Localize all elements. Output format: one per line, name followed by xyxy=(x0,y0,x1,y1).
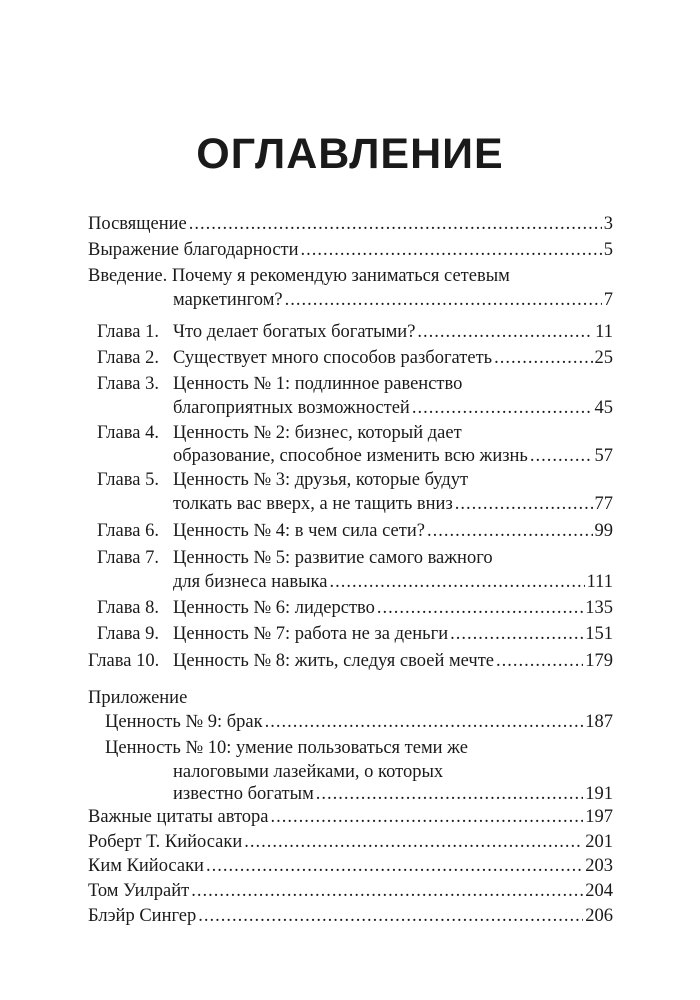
dot-leader xyxy=(265,709,584,735)
chapter-label: Глава 7. xyxy=(97,548,159,568)
dot-leader xyxy=(191,878,583,904)
toc-entry-chapter-2[interactable] xyxy=(173,345,613,371)
dot-leader xyxy=(417,319,593,345)
toc-page-number: 201 xyxy=(585,832,613,852)
toc-page-number: 45 xyxy=(594,398,613,418)
chapter-label: Глава 8. xyxy=(97,598,159,618)
toc-page-number: 111 xyxy=(586,572,613,592)
dot-leader xyxy=(301,237,602,263)
chapter-label: Глава 6. xyxy=(97,521,159,541)
dot-leader xyxy=(412,395,593,421)
toc-entry-chapter-8[interactable] xyxy=(173,595,613,621)
dot-leader xyxy=(455,491,593,517)
toc-entry-quotes[interactable] xyxy=(88,804,613,830)
chapter-label: Глава 2. xyxy=(97,348,159,368)
toc-entry-title: известно богатым xyxy=(173,784,314,804)
toc-entry-chapter-6[interactable] xyxy=(173,518,613,544)
toc-entry-title: Посвящение xyxy=(88,214,187,234)
dot-leader xyxy=(496,648,583,674)
toc-page-number: 197 xyxy=(585,807,613,827)
toc-page-number: 57 xyxy=(594,446,613,466)
dot-leader xyxy=(271,804,584,830)
toc-entry-title: Что делает богатых богатыми? xyxy=(173,322,416,342)
chapter-label: Глава 10. xyxy=(88,651,160,671)
toc-entry-blair[interactable] xyxy=(88,903,613,929)
toc-entry-title: Блэйр Сингер xyxy=(88,906,197,926)
toc-entry-chapter-5-line1[interactable]: Ценность № 3: друзья, которые будут xyxy=(173,470,469,490)
toc-page-number: 3 xyxy=(603,214,613,234)
toc-page-number: 5 xyxy=(603,240,613,260)
toc-page-number: 77 xyxy=(594,494,613,514)
toc-entry-title: Ценность № 9: брак xyxy=(105,712,263,732)
toc-entry-title: образование, способное изменить всю жизнь xyxy=(173,446,528,466)
chapter-label: Глава 4. xyxy=(97,423,159,443)
toc-entry-tom[interactable] xyxy=(88,878,613,904)
toc-page-number: 25 xyxy=(594,348,613,368)
toc-entry-title: Выражение благодарности xyxy=(88,240,299,260)
toc-entry-chapter-3[interactable] xyxy=(173,395,613,421)
toc-entry-title: Ким Кийосаки xyxy=(88,856,204,876)
toc-page-number: 187 xyxy=(585,712,613,732)
toc-page-number: 11 xyxy=(595,322,613,342)
dot-leader xyxy=(244,829,583,855)
toc-entry-title: Роберт Т. Кийосаки xyxy=(88,832,243,852)
toc-entry-title: Ценность № 6: лидерство xyxy=(173,598,375,618)
toc-entry-title: благоприятных возможностей xyxy=(173,398,410,418)
toc-entry-chapter-7-line1[interactable]: Ценность № 5: развитие самого важного xyxy=(173,548,493,568)
dot-leader xyxy=(198,903,583,929)
toc-entry-dedication[interactable] xyxy=(88,211,613,237)
toc-entry-value-10-line1[interactable]: Ценность № 10: умение пользоваться теми же xyxy=(105,738,468,758)
dot-leader xyxy=(206,853,583,879)
toc-entry-value-10-line2[interactable]: налоговыми лазейками, о которых xyxy=(173,762,444,782)
dot-leader xyxy=(377,595,583,621)
dot-leader xyxy=(329,569,584,595)
toc-entry-intro-line1[interactable]: Введение. Почему я рекомендую заниматься сетевым xyxy=(88,266,510,286)
toc-page-number: 99 xyxy=(594,521,613,541)
toc-page-number: 179 xyxy=(585,651,613,671)
toc-page-number: 151 xyxy=(585,624,613,644)
dot-leader xyxy=(285,287,602,313)
toc-page-number: 206 xyxy=(585,906,613,926)
dot-leader xyxy=(427,518,593,544)
toc-entry-value-9[interactable] xyxy=(105,709,613,735)
toc-entry-title: Важные цитаты автора xyxy=(88,807,269,827)
toc-entry-title: маркетингом? xyxy=(173,290,283,310)
toc-entry-gratitude[interactable] xyxy=(88,237,613,263)
toc-entry-title: для бизнеса навыка xyxy=(173,572,328,592)
toc-entry-title: Существует много способов разбогатеть xyxy=(173,348,493,368)
dot-leader xyxy=(189,211,602,237)
toc-entry-chapter-4[interactable] xyxy=(173,443,613,469)
dot-leader xyxy=(494,345,592,371)
toc-section-appendix: Приложение xyxy=(88,688,188,708)
page-title: ОГЛАВЛЕНИЕ xyxy=(196,130,504,178)
toc-entry-chapter-3-line1[interactable]: Ценность № 1: подлинное равенство xyxy=(173,374,463,394)
dot-leader xyxy=(450,621,583,647)
toc-entry-kim[interactable] xyxy=(88,853,613,879)
toc-entry-title: Ценность № 4: в чем сила сети? xyxy=(173,521,425,541)
toc-page-number: 191 xyxy=(585,784,613,804)
chapter-label: Глава 1. xyxy=(97,322,159,342)
toc-entry-chapter-9[interactable] xyxy=(173,621,613,647)
toc-entry-chapter-5[interactable] xyxy=(173,491,613,517)
chapter-label: Глава 3. xyxy=(97,374,159,394)
toc-entry-title: толкать вас вверх, а не тащить вниз xyxy=(173,494,453,514)
toc-entry-chapter-10[interactable] xyxy=(173,648,613,674)
toc-entry-title: Ценность № 8: жить, следуя своей мечте xyxy=(173,651,495,671)
toc-page-number: 135 xyxy=(585,598,613,618)
dot-leader xyxy=(530,443,593,469)
toc-page-number: 7 xyxy=(603,290,613,310)
toc-entry-chapter-7[interactable] xyxy=(173,569,613,595)
toc-entry-chapter-1[interactable] xyxy=(173,319,613,345)
chapter-label: Глава 5. xyxy=(97,470,159,490)
toc-entry-intro[interactable] xyxy=(173,287,613,313)
toc-entry-chapter-4-line1[interactable]: Ценность № 2: бизнес, который дает xyxy=(173,423,462,443)
toc-entry-title: Ценность № 7: работа не за деньги xyxy=(173,624,449,644)
toc-page-number: 204 xyxy=(585,881,613,901)
chapter-label: Глава 9. xyxy=(97,624,159,644)
toc-page-number: 203 xyxy=(585,856,613,876)
toc-entry-robert[interactable] xyxy=(88,829,613,855)
toc-entry-title: Том Уилрайт xyxy=(88,881,190,901)
